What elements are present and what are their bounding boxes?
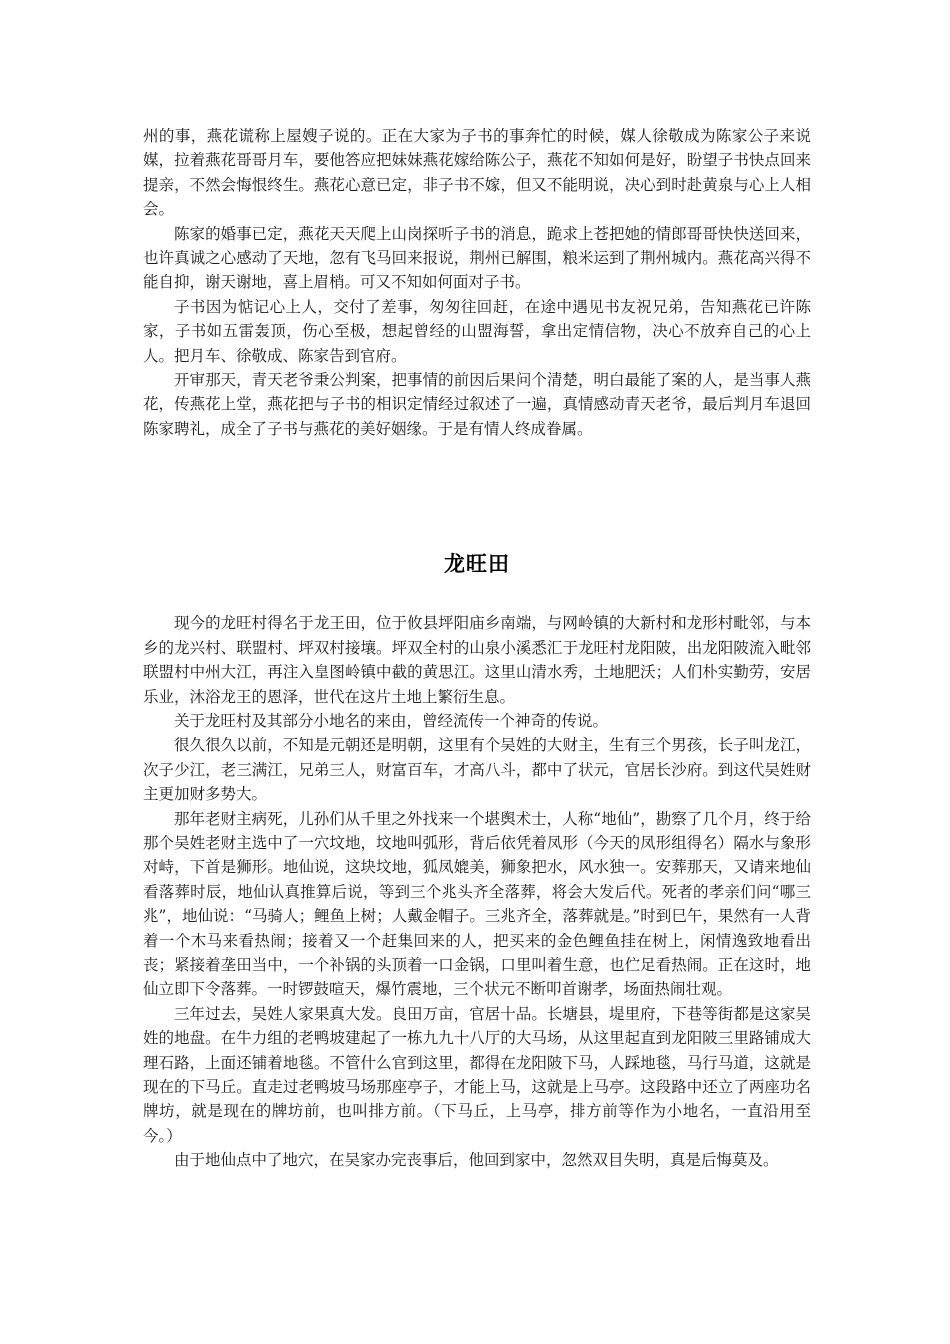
- document-body: [143, 124, 811, 1173]
- paragraph: 开审那天，青天老爷秉公判案，把事情的前因后果问个清楚，明白最能了案的人，是当事人燕花，传燕花上堂，燕花把与子书的相识定情经过叙述了一遍，真情感动青天老爷，最后判月车退回陈家聘礼，成全了子书与燕花的美好姻缘。于是有情人终成眷属。: [143, 371, 811, 438]
- paragraph: 由于地仙点中了地穴，在吴家办完丧事后，他回到家中，忽然双目失明，真是后悔莫及。: [174, 1151, 779, 1170]
- paragraph: 州的事，燕花谎称上屋嫂子说的。正在大家为子书的事奔忙的时候，媒人徐敬成为陈家公子来说媒，拉着燕花哥哥月车，要他答应把妹妹燕花嫁给陈公子，燕花不知如何是好，盼望子书快点回来提亲，不然会悔恨终生。燕花心意已定，非子书不嫁，但又不能明说，决心到时赴黄泉与心上人相会。: [143, 127, 811, 219]
- paragraph: 陈家的婚事已定，燕花天天爬上山岗探听子书的消息，跪求上苍把她的情郎哥哥快快送回来，也许真诚之心感动了天地，忽有飞马回来报说，荆州已解围，粮米运到了荆州城内。燕花高兴得不能自抑，谢天谢地，喜上眉梢。可又不知如何面对子书。: [143, 224, 811, 292]
- paragraph: 三年过去，吴姓人家果真大发。良田万亩，官居十品。长塘县，堤里府，下巷等街都是这家吴姓的地盘。在牛力组的老鸭坡建起了一栋九九十八厅的大马场，从这里起直到龙阳陂三里路铺成大理石路，上面还铺着地毯。不管什么官到这里，都得在龙阳陂下马，人踩地毯，马行马道，这就是现在的下马丘。直走过老鸭坡马场那座亭子，才能上马，这就是上马亭。这段路中还立了两座功名牌坊，就是现在的牌坊前，也叫排方前。（下马丘，上马亭，排方前等作为小地名，一直沿用至今。）: [143, 1004, 811, 1145]
- title-spacer: [143, 579, 811, 611]
- paragraph: 很久很久以前，不知是元朝还是明朝，这里有个吴姓的大财主，生有三个男孩，长子叫龙江，次子少江，老三满江，兄弟三人，财富百车，才高八斗，都中了状元，官居长沙府。到这代吴姓财主更加财多势大。: [143, 736, 811, 804]
- section-title: 龙旺田: [444, 552, 510, 577]
- paragraph: 现今的龙旺村得名于龙王田，位于攸县坪阳庙乡南端，与网岭镇的大新村和龙形村毗邻，与本乡的龙兴村、联盟村、坪双村接壤。坪双全村的山泉小溪悉汇于龙旺村龙阳陂，出龙阳陂流入毗邻联盟村中州大江，再注入皇图岭镇中截的黄思江。这里山清水秀，土地肥沃；人们朴实勤劳，安居乐业，沐浴龙王的恩泽，世代在这片土地上繁衍生息。: [143, 614, 811, 706]
- paragraph: 子书因为惦记心上人，交付了差事，匆匆往回赶，在途中遇见书友祝兄弟，告知燕花已许陈家，子书如五雷轰顶，伤心至极，想起曾经的山盟海誓，拿出定情信物，决心不放弃自己的心上人。把月车、徐敬成、陈家告到官府。: [143, 297, 811, 365]
- section-spacer: [143, 441, 811, 549]
- paragraph: 那年老财主病死，儿孙们从千里之外找来一个堪舆术士，人称“地仙”，勘察了几个月，终于给那个吴姓老财主选中了一穴坟地，坟地叫弧形，背后依凭着凤形（今天的凤形组得名）隔水与象形对峙，下首是狮形。地仙说，这块坟地，狐凤媲美，狮象把水，风水独一。安葬那天，又请来地仙看落葬时辰，地仙认真推算后说，等到三个兆头齐全落葬，将会大发后代。死者的孝亲们问“哪三兆”，地仙说：“马骑人；鲤鱼上树；人戴金帽子。三兆齐全，落葬就是。”时到巳午，果然有一人背着一个木马来看热闹；接着又一个赶集回来的人，把买来的金色鲤鱼挂在树上，闲情逸致地看出丧；紧接着垄田当中，一个补锅的头顶着一口金锅，口里叫着生意，也伫足看热闹。正在这时，地仙立即下令落葬。一时锣鼓喧天，爆竹震地，三个状元不断叩首谢孝，场面热闹壮观。: [143, 809, 811, 999]
- paragraph: 关于龙旺村及其部分小地名的来由，曾经流传一个神奇的传说。: [174, 711, 609, 730]
